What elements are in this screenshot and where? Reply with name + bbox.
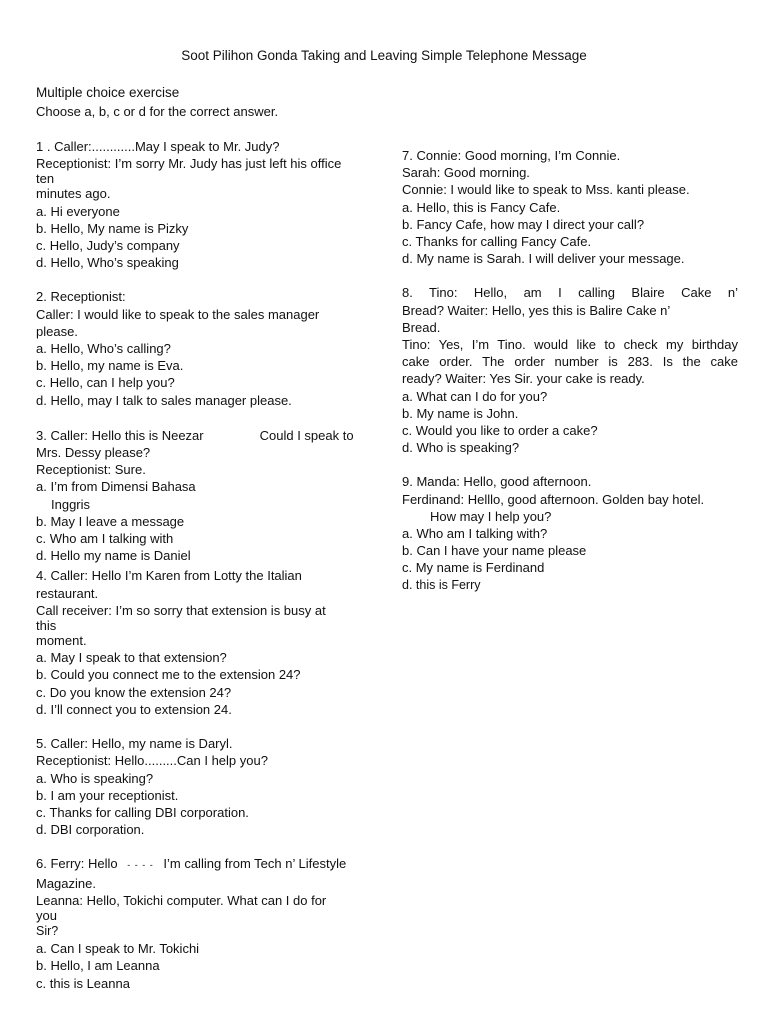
- question-text: How may I help you?: [430, 508, 552, 524]
- question-text: Caller: I would like to speak to the sales manager: [36, 306, 320, 322]
- question-text: ten: [36, 171, 55, 187]
- question-3: [36, 427, 366, 565]
- question-text: you: [36, 907, 57, 923]
- question-text: this: [36, 618, 57, 634]
- question-8: [402, 284, 738, 456]
- question-text: Tino: Yes, I’m Tino. would like to check my birthday: [402, 337, 738, 353]
- option-a: a. Hello, Who’s calling?: [36, 341, 171, 357]
- question-text: Bread? Waiter: Hello, yes this is Balire Cake n’: [402, 302, 671, 318]
- question-4: [36, 567, 366, 718]
- question-text-part: 6. Ferry: Hello: [36, 856, 118, 872]
- question-text: cake order. The order number is 283. Is the cake: [402, 354, 738, 370]
- left-column: [36, 138, 366, 992]
- question-7: [402, 147, 738, 267]
- question-text: moment.: [36, 633, 87, 649]
- question-text-part: I’m calling from Tech n’ Lifestyle: [163, 856, 347, 872]
- question-text: ready? Waiter: Yes Sir. your cake is ready.: [402, 371, 645, 387]
- option-b: b. I am your receptionist.: [36, 787, 179, 803]
- right-column: [402, 147, 738, 594]
- option-d: d. Hello my name is Daniel: [36, 548, 191, 564]
- option-a: a. What can I do for you?: [402, 388, 548, 404]
- option-b: b. Hello, I am Leanna: [36, 958, 160, 974]
- option-c: c. My name is Ferdinand: [402, 560, 545, 576]
- question-text: 8. Tino: Hello, am I calling Blaire Cake n’: [402, 285, 738, 301]
- option-c: c. Who am I talking with: [36, 531, 174, 547]
- question-text: Receptionist: I’m sorry Mr. Judy has just left his office: [36, 156, 342, 172]
- question-text: restaurant.: [36, 585, 99, 601]
- question-text: Ferdinand: Helllo, good afternoon. Golden bay hotel.: [402, 491, 705, 507]
- option-c: c. Thanks for calling Fancy Cafe.: [402, 234, 592, 250]
- option-a: a. Hello, this is Fancy Cafe.: [402, 199, 561, 215]
- intro-block: [36, 84, 278, 121]
- question-5: [36, 735, 366, 838]
- option-d: d. I’ll connect you to extension 24.: [36, 701, 232, 717]
- question-text: 4. Caller: Hello I’m Karen from Lotty the Italian: [36, 568, 302, 584]
- question-text: minutes ago.: [36, 186, 111, 202]
- question-text-part: Could I speak to: [259, 427, 354, 443]
- option-c: c. Thanks for calling DBI corporation.: [36, 804, 249, 820]
- option-b: b. May I leave a message: [36, 513, 185, 529]
- question-text: 2. Receptionist:: [36, 289, 126, 305]
- option-a: a. Can I speak to Mr. Tokichi: [36, 941, 200, 957]
- option-a: a. Who am I talking with?: [402, 526, 548, 542]
- question-text: Magazine.: [36, 875, 96, 891]
- exercise-heading: Multiple choice exercise: [36, 85, 180, 100]
- option-d: d. Hello, may I talk to sales manager please.: [36, 392, 292, 408]
- question-text: [36, 855, 366, 874]
- question-text: Receptionist: Sure.: [36, 462, 146, 478]
- option-d: d. DBI corporation.: [36, 822, 145, 838]
- question-text: 7. Connie: Good morning, I’m Connie.: [402, 148, 621, 163]
- option-a: a. Hi everyone: [36, 203, 120, 219]
- option-b: b. Hello, My name is Pizky: [36, 220, 189, 236]
- option-d: d. Who is speaking?: [402, 440, 520, 456]
- option-c: c. Would you like to order a cake?: [402, 423, 598, 439]
- option-c: c. Do you know the extension 24?: [36, 684, 232, 700]
- question-text: Connie: I would like to speak to Mss. kanti please.: [402, 182, 690, 198]
- question-2: [36, 288, 366, 408]
- option-a: a. May I speak to that extension?: [36, 650, 227, 666]
- exercise-instruction: Choose a, b, c or d for the correct answer.: [36, 104, 279, 119]
- option-a: a. I’m from Dimensi Bahasa: [36, 479, 196, 495]
- question-text: Leanna: Hello, Tokichi computer. What can I do for: [36, 892, 327, 908]
- question-text: Sarah: Good morning.: [402, 165, 530, 181]
- option-c: c. this is Leanna: [36, 975, 130, 991]
- question-text: 5. Caller: Hello, my name is Daryl.: [36, 736, 233, 752]
- option-a-continued: Inggris: [51, 496, 91, 512]
- question-text: 1 . Caller:............May I speak to Mr. Judy?: [36, 139, 280, 154]
- option-b: b. Could you connect me to the extension 24?: [36, 667, 301, 683]
- option-a: a. Who is speaking?: [36, 770, 154, 786]
- question-1: [36, 138, 366, 271]
- option-d: d. this is Ferry: [402, 577, 481, 592]
- option-b: b. Fancy Cafe, how may I direct your call?: [402, 216, 645, 232]
- option-b: b. Can I have your name please: [402, 543, 587, 559]
- question-text-part: 3. Caller: Hello this is Neezar: [36, 427, 204, 443]
- option-d: d. My name is Sarah. I will deliver your message.: [402, 251, 685, 267]
- document-title: Soot Pilihon Gonda Taking and Leaving Simple Telephone Message: [181, 48, 587, 63]
- question-9: [402, 473, 738, 593]
- question-text: 9. Manda: Hello, good afternoon.: [402, 474, 592, 490]
- answer-blank: - - - -: [127, 860, 154, 871]
- question-text: Bread.: [402, 319, 441, 335]
- question-text: [36, 427, 366, 444]
- option-b: b. My name is John.: [402, 405, 519, 421]
- option-d: d. Hello, Who’s speaking: [36, 255, 179, 271]
- question-text: Sir?: [36, 923, 59, 938]
- question-text: Call receiver: I’m so sorry that extension is busy at: [36, 602, 326, 618]
- question-6: [36, 855, 366, 991]
- option-c: c. Hello, can I help you?: [36, 375, 175, 391]
- option-b: b. Hello, my name is Eva.: [36, 358, 184, 374]
- question-text: Receptionist: Hello.........Can I help you?: [36, 753, 268, 769]
- option-c: c. Hello, Judy’s company: [36, 238, 180, 254]
- question-text: Mrs. Dessy please?: [36, 445, 151, 461]
- question-text: please.: [36, 323, 78, 339]
